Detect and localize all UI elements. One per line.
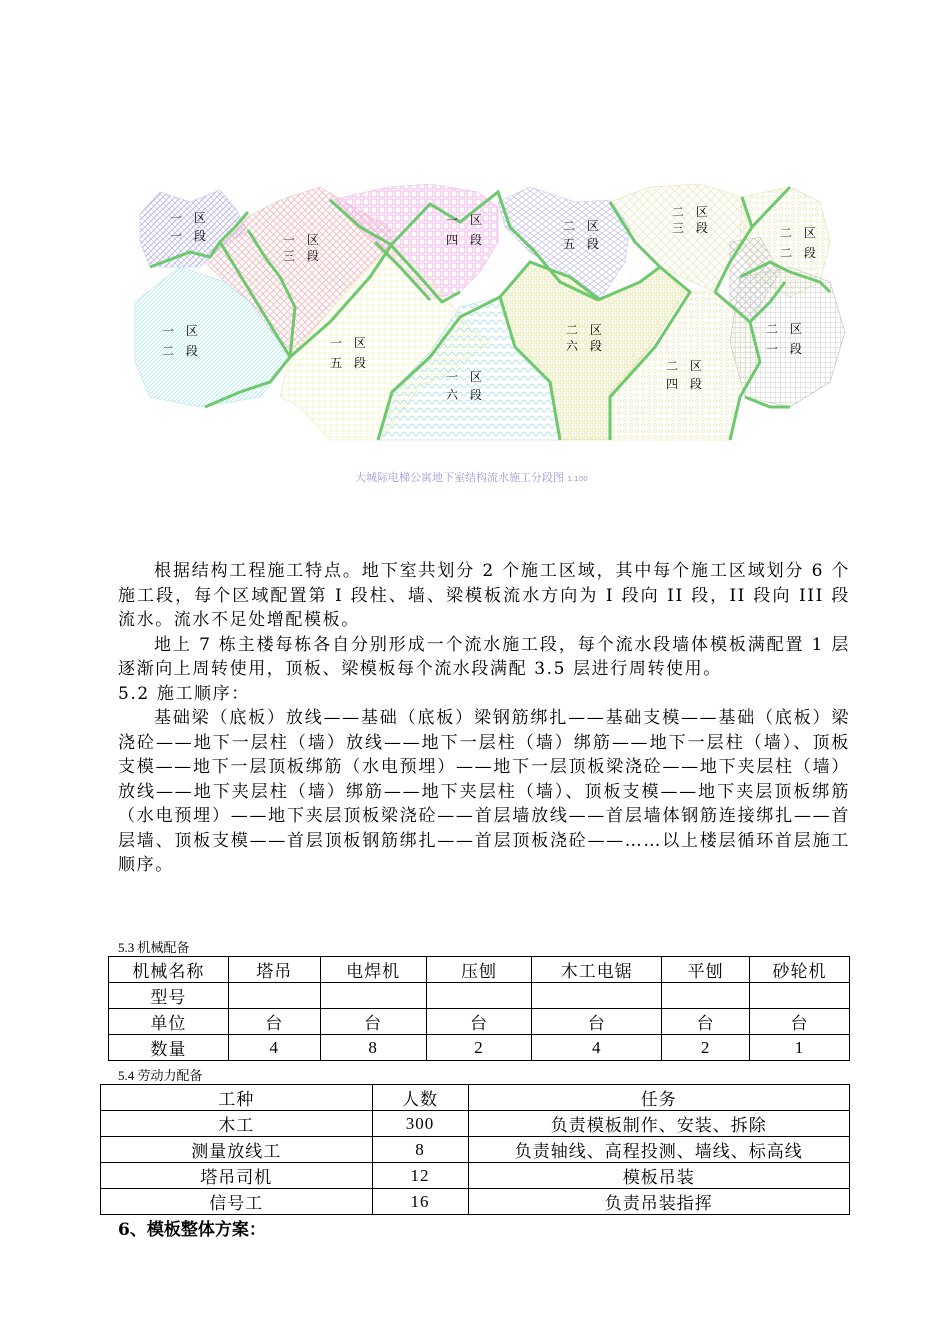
table-cell: 木工 <box>101 1111 373 1137</box>
table-cell: 台 <box>320 1009 426 1035</box>
labor-header-cell: 人数 <box>372 1085 468 1111</box>
zone-label-z2s6-line1: 二 区 <box>566 323 606 337</box>
zone-label-z1s2-line1: 一 区 <box>162 324 202 338</box>
diagram-caption-text: 大城际电梯公寓地下室结构流水施工分段图 <box>355 471 564 484</box>
machines-header-cell: 压刨 <box>426 957 532 983</box>
table-cell: 8 <box>320 1035 426 1061</box>
machines-header-cell: 塔吊 <box>228 957 320 983</box>
table-cell: 2 <box>662 1035 750 1061</box>
table-cell <box>532 983 662 1009</box>
body-text <box>118 559 850 878</box>
table-cell: 数量 <box>109 1035 229 1061</box>
table-cell: 台 <box>426 1009 532 1035</box>
table-row <box>101 1111 850 1137</box>
zone-label-z2s2-line2: 二 段 <box>780 246 820 260</box>
zone-label-z2s5-line2: 五 段 <box>563 237 603 251</box>
table-row <box>101 1163 850 1189</box>
zone-label-z1s4-line1: 一 区 <box>446 213 486 227</box>
zone-label-z2s5-line1: 二 区 <box>563 219 603 233</box>
section-5-4-title: 5.4 劳动力配备 <box>118 1068 203 1083</box>
table-cell: 1 <box>750 1035 850 1061</box>
labor-header-cell: 工种 <box>101 1085 373 1111</box>
diagram-caption <box>355 469 588 485</box>
paragraph-2: 地上 7 栋主楼每栋各自分别形成一个流水施工段，每个流水段墙体模板满配置 1 层逐渐向上周转使用，顶板、梁模板每个流水段满配 3.5 层进行周转使用。 <box>118 634 850 679</box>
zone-label-z1s4-line2: 四 段 <box>446 233 486 247</box>
table-cell <box>426 983 532 1009</box>
diagram-caption-scale: 1:100 <box>567 475 588 483</box>
labor-header-cell: 任务 <box>468 1085 850 1111</box>
zone-label-z1s1-line1: 一 区 <box>170 211 210 225</box>
table-cell: 4 <box>228 1035 320 1061</box>
machines-header-cell: 砂轮机 <box>750 957 850 983</box>
table-cell: 塔吊司机 <box>101 1163 373 1189</box>
table-row <box>109 1009 850 1035</box>
zone-label-z2s4-line1: 二 区 <box>666 359 706 373</box>
table-cell: 8 <box>372 1137 468 1163</box>
machines-table <box>108 956 850 1061</box>
table-cell: 负责模板制作、安装、拆除 <box>468 1111 850 1137</box>
paragraph-1: 根据结构工程施工特点。地下室共划分 2 个施工区域，其中每个施工区域划分 6 个施工段，每个区域配置第 I 段柱、墙、梁模板流水方向为 I 段向 II 段，II 段向 III 段流水。流水不足处增配模板。 <box>118 561 850 630</box>
zone-label-z1s6-line1: 一 区 <box>446 370 486 384</box>
table-cell: 16 <box>372 1189 468 1215</box>
table-cell: 负责吊装指挥 <box>468 1189 850 1215</box>
zone-label-z2s3-line2: 三 段 <box>672 221 712 235</box>
table-cell: 台 <box>662 1009 750 1035</box>
table-cell: 单位 <box>109 1009 229 1035</box>
paragraph-3: 基础梁（底板）放线——基础（底板）梁钢筋绑扎——基础支模——基础（底板）梁浇砼——地下一层柱（墙）放线——地下一层柱（墙）绑筋——地下一层柱（墙）、顶板支模——地下一层顶板绑筋（水电预埋）——地下一层顶板梁浇砼——地下夹层柱（墙）放线——地下夹层柱（墙）绑筋——地下夹层柱（墙）、顶板支模——地下夹层顶板绑筋（水电预埋）——地下夹层顶板梁浇砼——首层墙放线——首层墙体钢筋连接绑扎——首层墙、顶板支模——首层顶板钢筋绑扎——首层顶板浇砼——……以上楼层循环首层施工顺序。 <box>118 708 850 875</box>
table-cell: 台 <box>228 1009 320 1035</box>
table-row <box>101 1189 850 1215</box>
table-cell: 300 <box>372 1111 468 1137</box>
zone-label-z2s4-line2: 四 段 <box>666 377 706 391</box>
section-5-3-title: 5.3 机械配备 <box>118 940 190 955</box>
zone-label-z2s1-line1: 二 区 <box>766 322 806 336</box>
table-row <box>101 1137 850 1163</box>
section-6-heading: 6、模板整体方案： <box>118 1220 266 1240</box>
machines-header-cell: 电焊机 <box>320 957 426 983</box>
zone-label-z2s2-line1: 二 区 <box>780 226 820 240</box>
segment-diagram <box>130 182 850 444</box>
table-cell: 台 <box>750 1009 850 1035</box>
zone-label-z2s6-line2: 六 段 <box>566 339 606 353</box>
table-cell <box>320 983 426 1009</box>
labor-header-row <box>101 1085 850 1111</box>
zone-label-z1s3-line1: 一 区 <box>283 233 323 247</box>
machines-header-row <box>109 957 850 983</box>
table-cell: 负责轴线、高程投测、墙线、标高线 <box>468 1137 850 1163</box>
table-cell: 模板吊装 <box>468 1163 850 1189</box>
zone-label-z1s5-line1: 一 区 <box>330 336 370 350</box>
segment-diagram-svg <box>130 182 850 444</box>
zone-label-z1s1-line2: 一 段 <box>170 229 210 243</box>
zone-label-z2s3-line1: 二 区 <box>672 205 712 219</box>
table-cell: 信号工 <box>101 1189 373 1215</box>
zone-label-z1s6-line2: 六 段 <box>446 388 486 402</box>
table-cell <box>750 983 850 1009</box>
table-cell <box>662 983 750 1009</box>
table-cell: 型号 <box>109 983 229 1009</box>
zone-label-z1s2-line2: 二 段 <box>162 344 202 358</box>
table-cell: 台 <box>532 1009 662 1035</box>
machines-header-cell: 平刨 <box>662 957 750 983</box>
labor-table <box>100 1084 850 1215</box>
table-row <box>109 983 850 1009</box>
zone-label-z1s5-line2: 五 段 <box>330 356 370 370</box>
section-5-2-title: 5.2 施工顺序： <box>118 683 250 704</box>
machines-header-cell: 机械名称 <box>109 957 229 983</box>
table-cell: 4 <box>532 1035 662 1061</box>
table-cell: 2 <box>426 1035 532 1061</box>
table-cell: 12 <box>372 1163 468 1189</box>
zone-label-z2s1-line2: 一 段 <box>766 342 806 356</box>
table-cell <box>228 983 320 1009</box>
zone-label-z1s3-line2: 三 段 <box>283 249 323 263</box>
table-row <box>109 1035 850 1061</box>
table-cell: 测量放线工 <box>101 1137 373 1163</box>
machines-header-cell: 木工电锯 <box>532 957 662 983</box>
